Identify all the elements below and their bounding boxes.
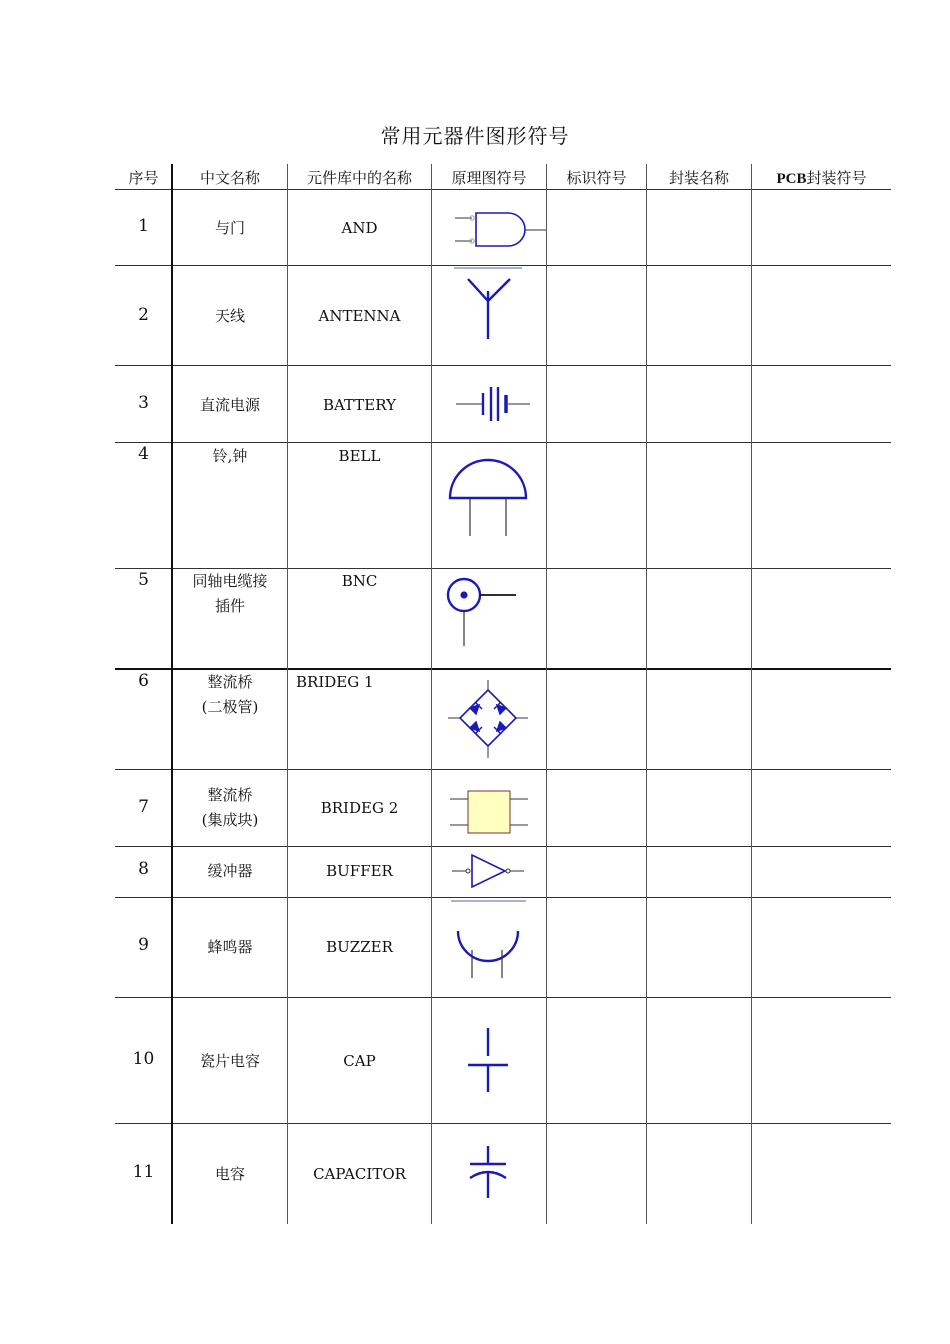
battery-icon	[452, 386, 534, 424]
row-8-no: 8	[138, 859, 149, 879]
row-10-cn: 瓷片电容	[199, 1052, 260, 1070]
rule-header	[115, 189, 891, 190]
row-7-cn-line1: 整流桥	[207, 786, 253, 804]
row-7-cn-line2: (集成块)	[201, 811, 259, 829]
row-3-cn: 直流电源	[199, 396, 260, 414]
row-1-no: 1	[138, 216, 149, 236]
row-7-no: 7	[138, 797, 149, 817]
row-9-no: 9	[138, 935, 149, 955]
row-5-cn-line1: 同轴电缆接	[192, 572, 268, 590]
rule-row-2	[115, 365, 891, 366]
row-6-cn-line1: 整流桥	[207, 673, 253, 691]
row-4-lib: BELL	[338, 447, 381, 465]
polarized-capacitor-icon	[466, 1144, 510, 1202]
document-title: 常用元器件图形符号	[380, 124, 570, 148]
col-divider-6	[751, 164, 752, 1224]
row-4-no: 4	[138, 444, 149, 464]
header-no: 序号	[128, 169, 159, 187]
header-pcb-rest: 封装符号	[806, 169, 867, 187]
row-5-cn-line2: 插件	[214, 597, 245, 615]
buffer-icon	[450, 852, 526, 890]
bridge-block-icon	[448, 788, 530, 836]
header-cn-name: 中文名称	[199, 169, 260, 187]
row-6-lib: BRIDEG 1	[296, 673, 374, 691]
row-5-no: 5	[138, 570, 149, 590]
row-11-lib: CAPACITOR	[313, 1165, 406, 1183]
row-11-no: 11	[132, 1162, 155, 1182]
capacitor-icon	[464, 1026, 512, 1096]
row-2-cn: 天线	[214, 307, 245, 325]
col-divider-4	[546, 164, 547, 1224]
bell-icon	[446, 456, 530, 540]
row-10-no: 10	[132, 1049, 155, 1069]
header-designator: 标识符号	[566, 169, 627, 187]
row-6-no: 6	[138, 671, 149, 691]
buzzer-icon	[448, 898, 528, 982]
rule-row-3	[115, 442, 891, 443]
row-5-lib: BNC	[341, 572, 378, 590]
header-pcb-bold: PCB	[776, 171, 807, 187]
row-2-lib: ANTENNA	[318, 307, 401, 325]
row-9-lib: BUZZER	[326, 938, 393, 956]
row-8-cn: 缓冲器	[207, 862, 253, 880]
and-gate-icon	[450, 208, 546, 252]
rule-row-6	[115, 769, 891, 770]
row-9-cn: 蜂鸣器	[207, 938, 253, 956]
header-package: 封装名称	[668, 169, 729, 187]
col-divider-3	[431, 164, 432, 1224]
rule-row-9	[115, 997, 891, 998]
row-2-no: 2	[138, 305, 149, 325]
row-11-cn: 电容	[214, 1165, 245, 1183]
row-6-cn-line2: (二极管)	[201, 698, 259, 716]
antenna-icon	[450, 265, 530, 345]
row-7-lib: BRIDEG 2	[320, 799, 399, 817]
row-4-cn: 铃,钟	[212, 447, 248, 465]
row-3-no: 3	[138, 393, 149, 413]
row-8-lib: BUFFER	[326, 862, 393, 880]
col-divider-5	[646, 164, 647, 1224]
header-schematic: 原理图符号	[451, 169, 527, 187]
rule-row-10	[115, 1123, 891, 1124]
row-10-lib: CAP	[343, 1052, 376, 1070]
rule-row-7	[115, 846, 891, 847]
row-1-cn: 与门	[214, 219, 245, 237]
row-3-lib: BATTERY	[322, 396, 396, 414]
header-pcb	[752, 166, 891, 190]
header-lib-name: 元件库中的名称	[306, 169, 412, 187]
bnc-icon	[444, 576, 524, 650]
diode-bridge-icon	[446, 678, 530, 760]
row-1-lib: AND	[341, 219, 378, 237]
